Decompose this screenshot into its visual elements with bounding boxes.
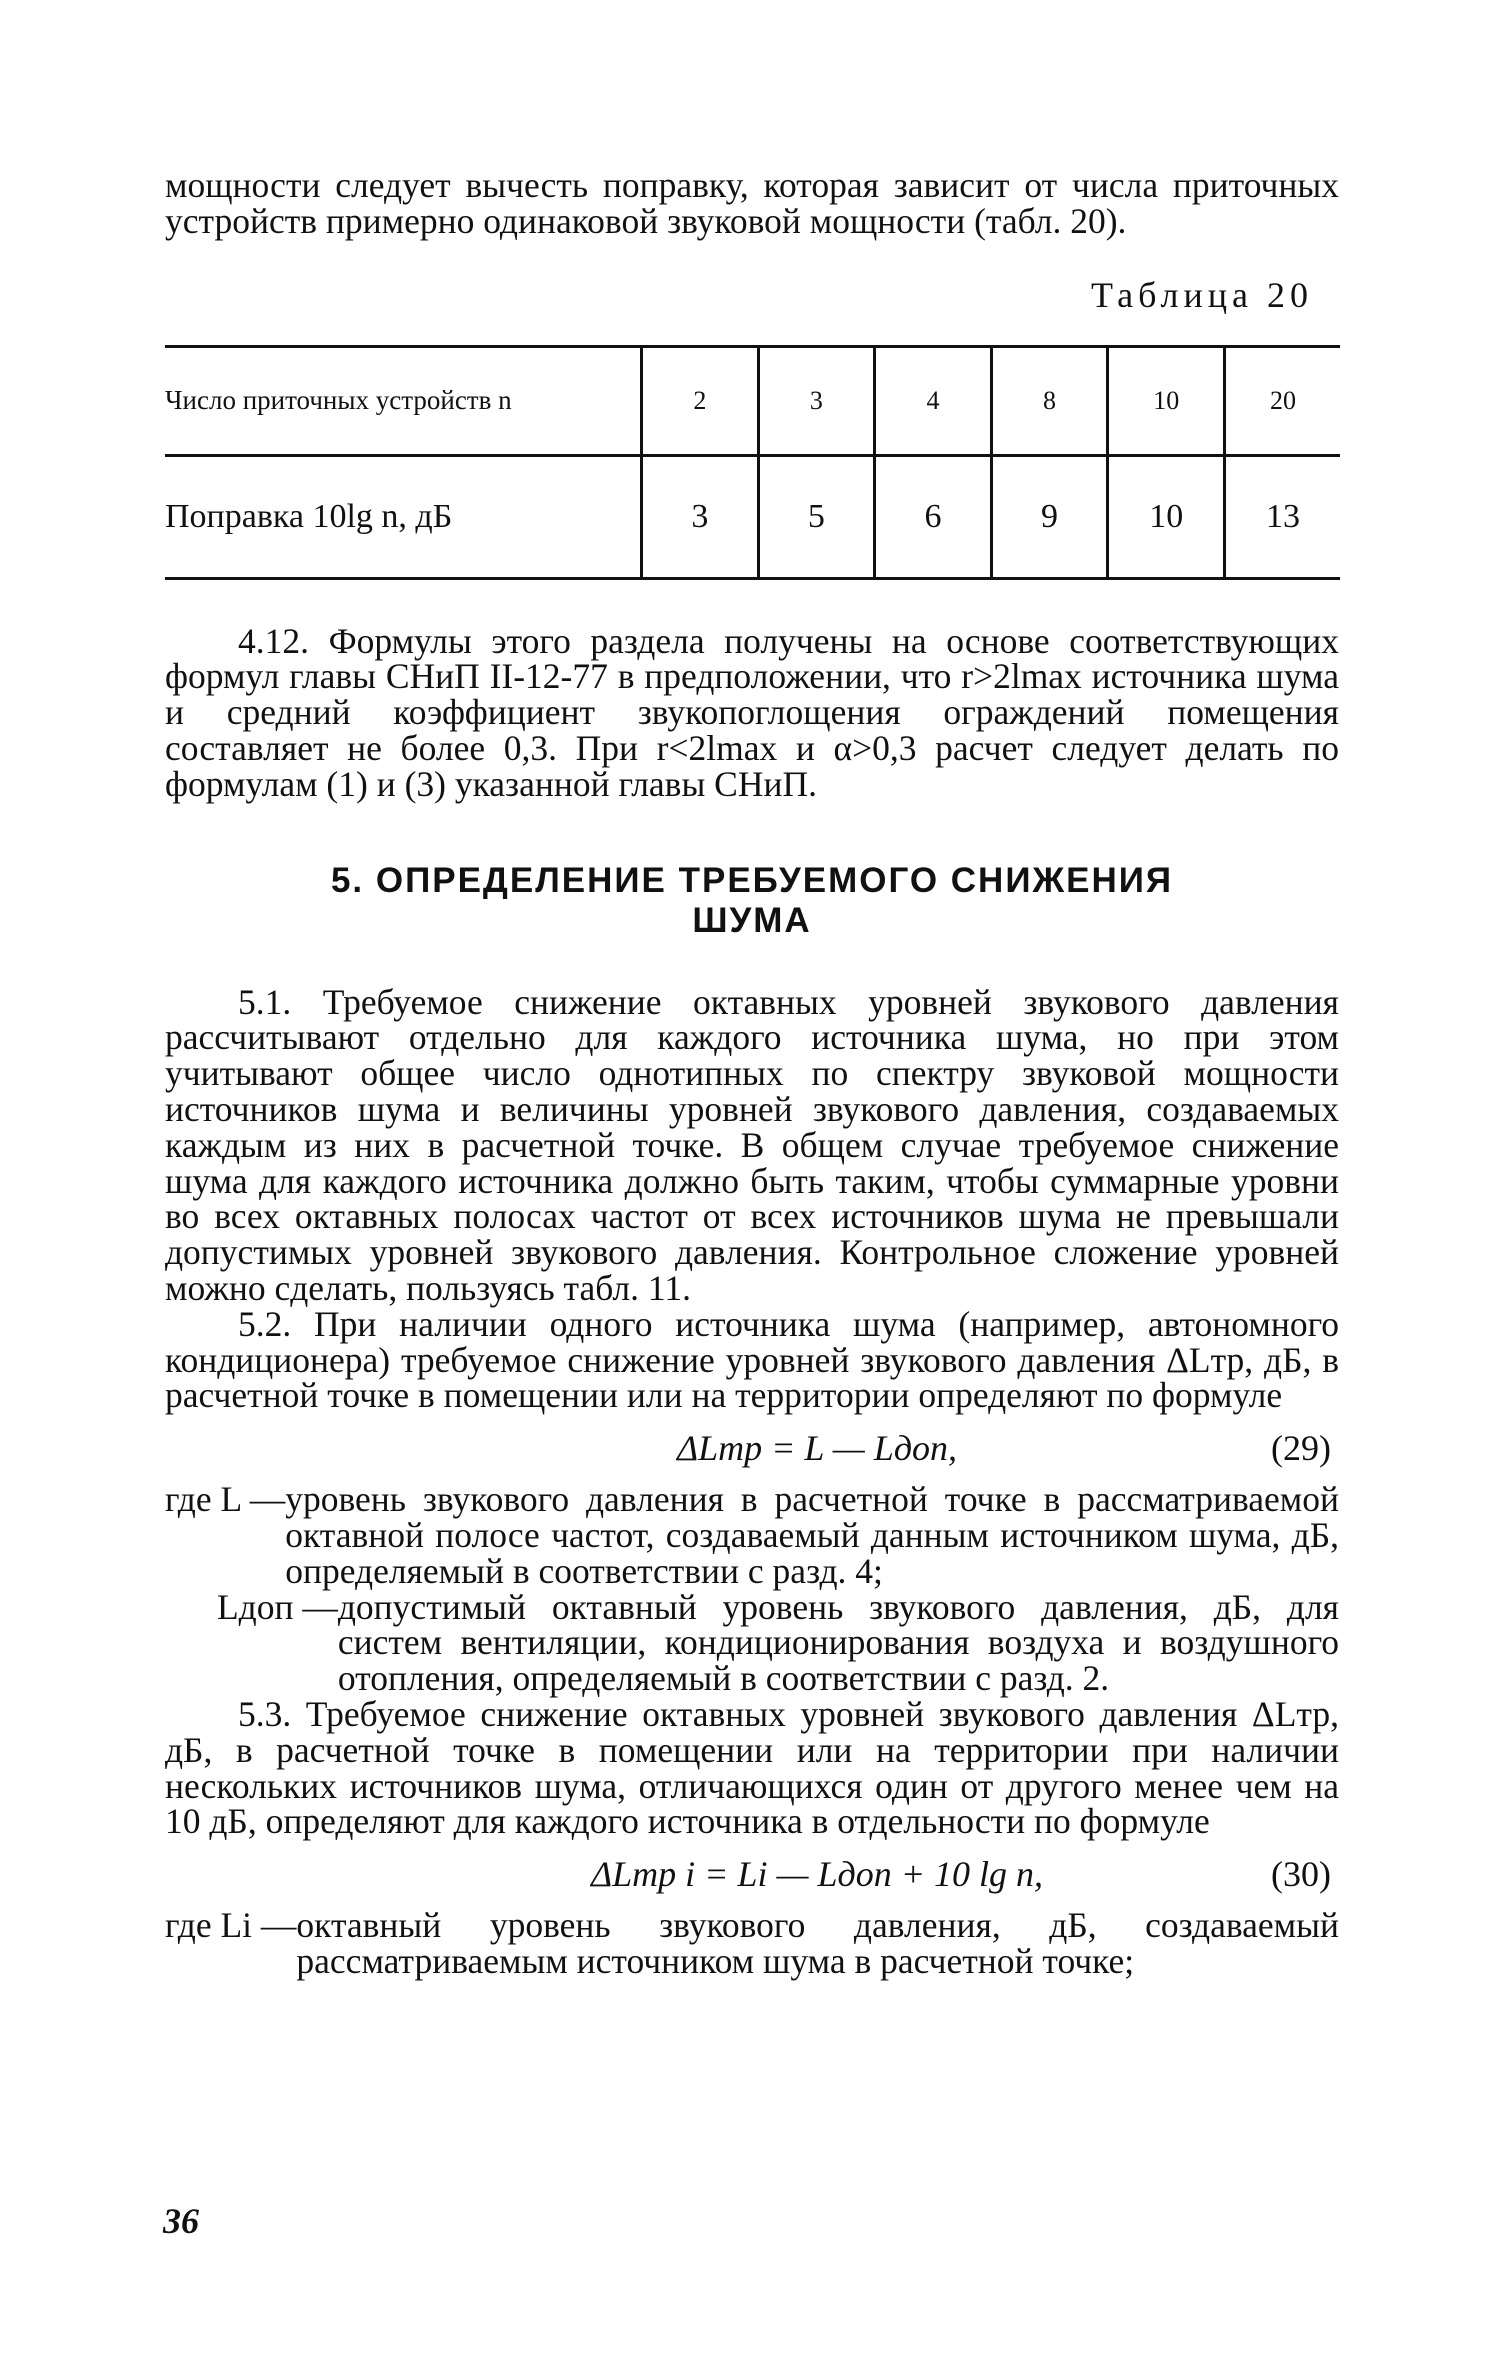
paragraph-5-1: 5.1. Требуемое снижение октавных уровней звукового давления рассчитывают отдельно для каждого источника шума, но при этом учитывают общее число однотипных по спектру звуковой мощности источников шума и величины уровней звукового давления, создаваемых каждым из них в расчетной точке. В общем случае требуемое снижение шума для каждого источника должно быть таким, чтобы суммарные уровни во всех октавных полосах частот от всех источников шума не превышали допустимых уровней звукового давления. Контрольное сложение уровней можно сделать, пользуясь табл. 11. bbox=[165, 981, 1339, 1308]
formula-30 bbox=[165, 1848, 1339, 1900]
section-title-line: 5. ОПРЕДЕЛЕНИЕ ТРЕБУЕМОГО СНИЖЕНИЯ bbox=[330, 860, 1174, 900]
table-caption: Таблица 20 bbox=[1091, 274, 1313, 315]
table-cell: 4 bbox=[875, 346, 992, 455]
definition-symbol: где Li — bbox=[165, 1905, 297, 1946]
table-cell: 10 bbox=[1108, 455, 1225, 578]
table-cell: 10 bbox=[1108, 346, 1225, 455]
definition-item bbox=[165, 1479, 1339, 1591]
table-row bbox=[165, 455, 1340, 578]
paragraph-4-12: 4.12. Формулы этого раздела получены на основе соответствующих формул главы СНиП II-12-77 в предположении, что r>2lmax источника шума и средний коэффициент звукопоглощения ограждений помещения составляет не более 0,3. При r<2lmax и α>0,3 расчет следует делать по формулам (1) и (3) указанной главы СНиП. bbox=[165, 620, 1339, 804]
definition-symbol: где L — bbox=[165, 1479, 286, 1520]
definition-item bbox=[165, 1905, 1339, 1981]
formula-expression: ΔLтр = L — Lдоп, bbox=[676, 1428, 958, 1469]
definition-text: октавный уровень звукового давления, дБ, создаваемый рассматриваемым источником шума в расчетной точке; bbox=[296, 1905, 1339, 1981]
table-row-label: Поправка 10lg n, дБ bbox=[165, 497, 453, 535]
formula-expression: ΔLтр i = Li — Lдоп + 10 lg n, bbox=[590, 1854, 1043, 1895]
section-title-line: ШУМА bbox=[692, 900, 812, 940]
table-cell: 3 bbox=[642, 455, 759, 578]
table-cell: 6 bbox=[875, 455, 992, 578]
table-cell: 3 bbox=[758, 346, 875, 455]
table-cell: 5 bbox=[758, 455, 875, 578]
page-number: 36 bbox=[163, 2201, 199, 2241]
paragraph-5-3: 5.3. Требуемое снижение октавных уровней звукового давления ΔLтр, дБ, в расчетной точке в помещении или на территории при наличии нескольких источников шума, отличающихся один от другого менее чем на 10 дБ, определяют для каждого источника в отдельности по формуле bbox=[165, 1693, 1339, 1842]
section-title bbox=[165, 861, 1339, 941]
definition-text: допустимый октавный уровень звукового давления, дБ, для систем вентиляции, кондиционирования воздуха и воздушного отопления, определяемый в соответствии с разд. 2. bbox=[337, 1586, 1339, 1699]
definition-item bbox=[165, 1586, 1339, 1699]
table-row bbox=[165, 346, 1340, 455]
table-row-label: Число приточных устройств n bbox=[165, 385, 512, 416]
paragraph-5-2: 5.2. При наличии одного источника шума (например, автономного кондиционера) требуемое снижение уровней звукового давления ΔLтр, дБ, в расчетной точке в помещении или на территории определяют по формуле bbox=[165, 1303, 1339, 1416]
intro-paragraph: мощности следует вычесть поправку, которая зависит от числа приточных устройств примерно одинаковой звуковой мощности (табл. 20). bbox=[165, 165, 1339, 241]
table-cell: 20 bbox=[1225, 346, 1340, 455]
formula-29 bbox=[165, 1422, 1339, 1474]
definition-symbol: Lдоп — bbox=[217, 1586, 338, 1627]
table-cell: 13 bbox=[1225, 455, 1340, 578]
table-20 bbox=[165, 345, 1340, 580]
formula-number: (30) bbox=[1271, 1854, 1331, 1895]
formula-number: (29) bbox=[1271, 1428, 1331, 1469]
table-cell: 8 bbox=[991, 346, 1108, 455]
table-cell: 9 bbox=[991, 455, 1108, 578]
definition-text: уровень звукового давления в расчетной точке в рассматриваемой октавной полосе частот, создаваемый данным источником шума, дБ, определяемый в соответствии с разд. 4; bbox=[285, 1479, 1339, 1591]
table-cell: 2 bbox=[642, 346, 759, 455]
